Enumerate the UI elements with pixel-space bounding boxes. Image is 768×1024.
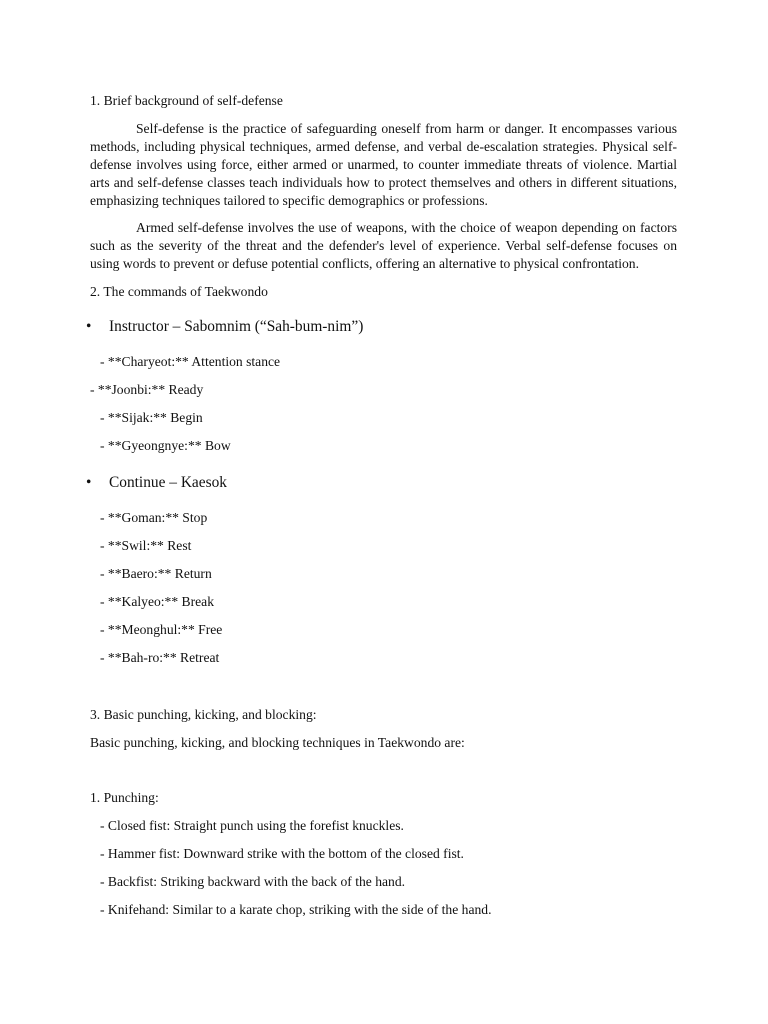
section-1-paragraph-1: Self-defense is the practice of safeguarding oneself from harm or danger. It encompasses various methods, including physical techniques, armed defense, and verbal de-escalation strategies. Physical self-defense involves using force, either armed or unarmed, to counter immediate threats of violence. Martial arts and self-defense classes teach individuals how to protect themselves and others in different situations, emphasizing techniques tailored to specific demographics or professions. bbox=[90, 121, 677, 208]
punching-item: - Closed fist: Straight punch using the forefist knuckles. bbox=[100, 818, 404, 833]
bullet-item-continue bbox=[86, 473, 227, 493]
command-item: - **Swil:** Rest bbox=[100, 538, 192, 553]
section-3-heading: 3. Basic punching, kicking, and blocking: bbox=[90, 707, 317, 722]
command-item: - **Gyeongnye:** Bow bbox=[100, 438, 231, 453]
command-item: - **Kalyeo:** Break bbox=[100, 594, 215, 609]
punching-item: - Hammer fist: Downward strike with the bottom of the closed fist. bbox=[100, 846, 464, 861]
bullet-text: Instructor – Sabomnim (“Sah-bum-nim”) bbox=[109, 318, 364, 335]
command-item: - **Sijak:** Begin bbox=[100, 410, 203, 425]
bullet-dot-icon: • bbox=[86, 318, 92, 335]
section-1-paragraph-2: Armed self-defense involves the use of weapons, with the choice of weapon depending on factors such as the severity of the threat and the defender's level of experience. Verbal self-defense focuses on using words to prevent or defuse potential conflicts, offering an alternative to physical confrontation. bbox=[90, 220, 677, 271]
punching-item: - Knifehand: Similar to a karate chop, striking with the side of the hand. bbox=[100, 902, 492, 917]
punching-item: - Backfist: Striking backward with the back of the hand. bbox=[100, 874, 406, 889]
section-3-intro: Basic punching, kicking, and blocking techniques in Taekwondo are: bbox=[90, 735, 465, 750]
command-item: - **Goman:** Stop bbox=[100, 510, 208, 525]
command-item: - **Baero:** Return bbox=[100, 566, 212, 581]
command-item: - **Meonghul:** Free bbox=[100, 622, 223, 637]
bullet-item-instructor bbox=[86, 317, 363, 337]
section-1-heading: 1. Brief background of self-defense bbox=[90, 93, 283, 108]
bullet-text: Continue – Kaesok bbox=[109, 474, 227, 491]
command-item: - **Bah-ro:** Retreat bbox=[100, 650, 220, 665]
command-item: - **Joonbi:** Ready bbox=[90, 382, 204, 397]
bullet-dot-icon: • bbox=[86, 474, 92, 491]
section-2-heading: 2. The commands of Taekwondo bbox=[90, 284, 268, 299]
punching-heading: 1. Punching: bbox=[90, 790, 159, 805]
command-item: - **Charyeot:** Attention stance bbox=[100, 354, 281, 369]
